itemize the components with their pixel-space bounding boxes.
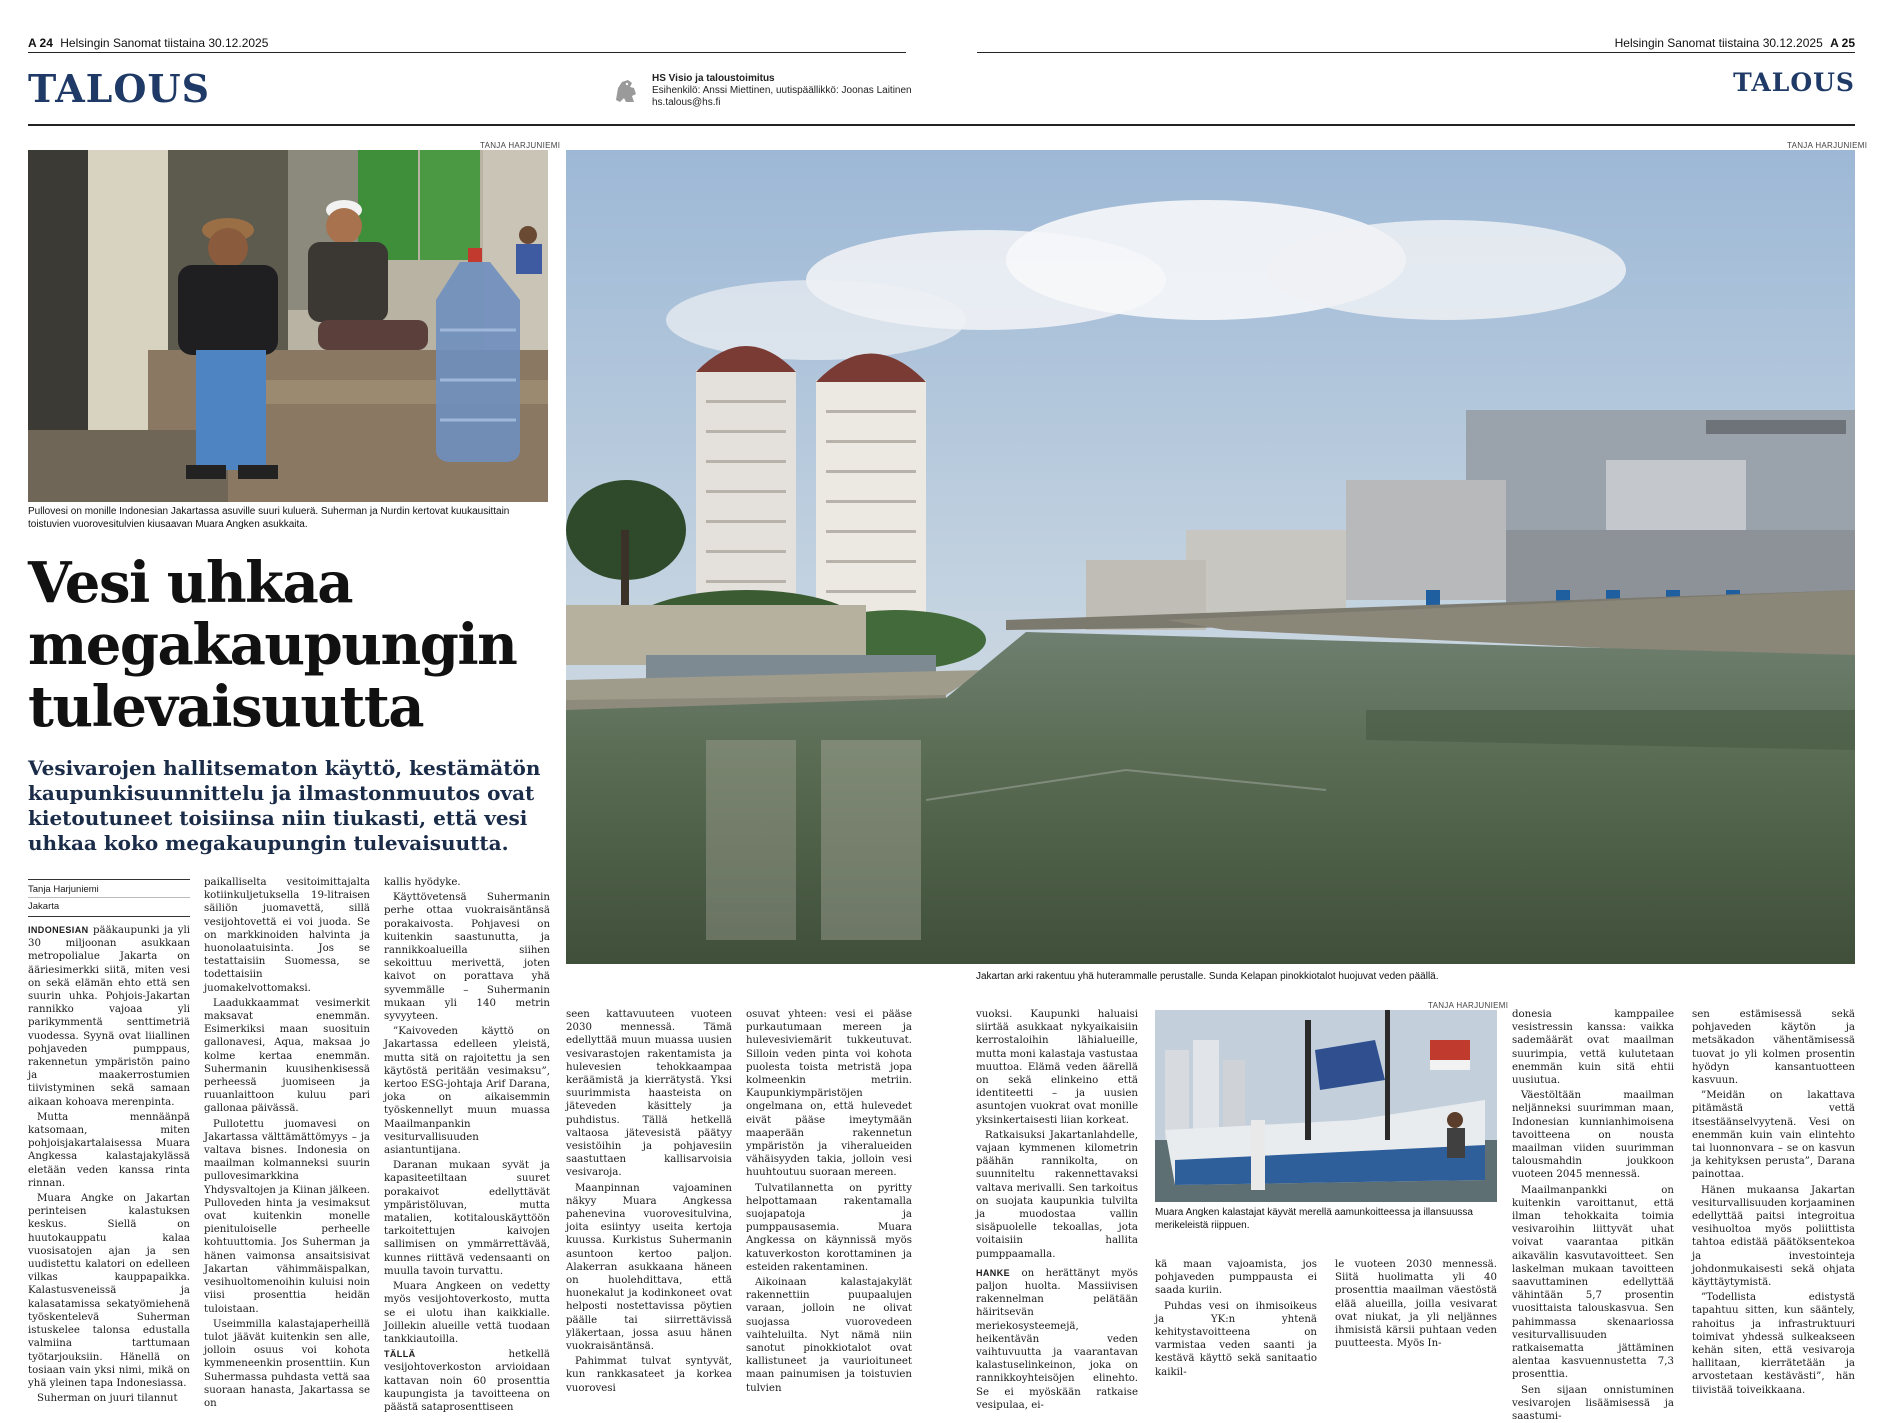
section-rule xyxy=(28,124,1855,126)
paragraph: Pullotettu juomavesi on Jakartassa välttämättömyys – ja valtava bisnes. Indonesia on maailman kolmanneksi suurin pullovesimarkkina Yhdysvaltojen ja Kiinan jälkeen. Pulloveden hinta ja vesimaksut ovat kuitenkin monelle pienituloiselle perheelle kohtuuttomia. Jos Suherman ja hänen vaimonsa ansaitsisivat Jakartan vähimmäispalkan, vesihuoltomenoihin kuluisi noin viisi prosenttia heidän tuloistaan. xyxy=(204,1118,370,1315)
section-title-left: TALOUS xyxy=(28,66,211,111)
paragraph: ”Kaivoveden käyttö on Jakartassa edelleen yleistä, mutta sitä on rajoitettu ja sen käytöstä peritään vesimaksu”, kertoo ESG-johtaja Arif Darana, joka on aikaisemmin työskennellyt muun muassa Maailmanpankin vesiturvallisuuden asiantuntijana. xyxy=(384,1026,550,1157)
desk-info xyxy=(652,73,912,109)
header-rule-right xyxy=(977,52,1855,53)
column-1 xyxy=(28,924,190,1405)
paragraph: Useimmilla kalastajaperheillä tulot jäävät kuitenkin sen alle, jolloin osuus voi kohota kymmeneenkin prosenttiin. Kun Suhermassa puhdasta vettä saa suoraan hanasta, Jakartassa se on xyxy=(204,1318,370,1409)
column-2 xyxy=(204,876,370,1409)
desk-staff: Esihenkilö: Anssi Miettinen, uutispäällikkö: Joonas Laitinen xyxy=(652,85,912,96)
paragraph: Suherman on juuri tilannut xyxy=(37,1393,178,1405)
headline: Vesi uhkaa megakaupungin tulevaisuutta xyxy=(28,550,517,740)
column-7 xyxy=(1155,1258,1317,1378)
hs-lion-logo xyxy=(612,74,640,106)
column-6 xyxy=(976,1008,1138,1411)
right-page-number: A 25 xyxy=(1830,36,1855,50)
desk-name: HS Visio ja taloustoimitus xyxy=(652,73,775,84)
boats-photo xyxy=(1155,1010,1497,1202)
left-page-number: A 24 xyxy=(28,36,53,50)
desk-email: hs.talous@hs.fi xyxy=(652,97,721,108)
paragraph: Tulvatilannetta on pyritty helpottamaan rakentamalla suojapatoja ja pumppausasemia. Muara Angkessa on käynnissä myös katuverkoston korottaminen ja esteiden rakentaminen. xyxy=(746,1182,912,1273)
right-page-header xyxy=(1615,36,1855,50)
paragraph: Ratkaisuksi Jakartanlahdelle, vajaan kymmenen kilometrin päähän rannikolta, on suunniteltu rakennettavaksi valtava merivalli. Sen tarkoitus on suojata kaupunkia tulvilta ja muodostaa vallin sisäpuolelle tekoallas, jota voitaisiin hallita pumppaamalla. xyxy=(976,1129,1138,1260)
big-photo-caption: Jakartan arki rakentuu yhä huterammalle perustalle. Sunda Kelapan pinokkiotalot huojuvat veden päällä. xyxy=(976,971,1439,982)
river-photo xyxy=(566,150,1855,964)
paragraph: Maailmanpankki on kuitenkin varoittanut, että ilman tehokkaita toimia vesivaroihin liittyvät uhat voivat vaarantaa pitkän aikavälin kasvutavoitteet. Sen laskelman mukaan tavoitteen saavuttaminen edellyttää vähintään 5,7 prosentin vuosittaista talouskasvua. Sen pahimmassa skenaariossa vesiturvallisuuden ratkaisematta jättäminen alentaa kasvuennustetta 7,3 prosenttia. xyxy=(1512,1184,1674,1381)
column-3 xyxy=(384,876,550,1413)
paragraph: Väestöltään maailman neljänneksi suurimman maan, Indonesian kunnianhimoisena tavoitteena on nousta maailman viiden suurimman talousmahdin joukkoon vuoteen 2045 mennessä. xyxy=(1512,1090,1674,1181)
boat-photo-credit: TANJA HARJUNIEMI xyxy=(1428,1001,1509,1010)
section-title-right: TALOUS xyxy=(1733,68,1855,97)
left-masthead: Helsingin Sanomat tiistaina 30.12.2025 xyxy=(60,36,269,50)
paragraph: Käyttövetensä Suhermanin perhe ottaa vuokraisäntänsä porakaivosta. Pohjavesi on kuitenkin saastunutta, ja rannikkoalueilla siihen sekoittuu merivettä, joten kaivot on porattava yhä syvemmälle – Suhermanin mukaan yli 140 metrin syvyyteen. xyxy=(384,892,550,1023)
paragraph: Sen sijaan onnistuminen vesivarojen lisäämisessä ja saastumi- xyxy=(1512,1384,1674,1423)
paragraph: pääkaupunki ja yli 30 miljoonan asukkaan metropolialue Jakarta on ääriesimerkki siitä, miten vesi on sekä elämän ehto että sen suurin uhka. Pohjois-Jakartan rannikko vajoaa yli parikymmentä senttimetriä vuodessa. Syynä ovat liiallinen pohjaveden pumppaus, rakennetun ympäristön paino ja maakerrostumien tiivistyminen sekä samaan aikaan kohoava merenpinta. xyxy=(28,925,190,1108)
column-9 xyxy=(1692,1008,1855,1396)
byline: Tanja Harjuniemi xyxy=(28,884,99,895)
left-page-header xyxy=(28,36,268,50)
paragraph: Pahimmat tulvat syntyvät, kun rankkasateet ja korkea vuorovesi xyxy=(566,1356,732,1394)
paragraph: kallis hyödyke. xyxy=(384,877,461,888)
paragraph: sen estämisessä sekä pohjaveden käytön ja metsäkadon vähentämisessä tuovat jo yli kolmen prosentin hyödyn kansantuotteen kasvuun. xyxy=(1692,1009,1855,1087)
paragraph: Hänen mukaansa Jakartan vesiturvallisuuden korjaaminen edellyttää paitsi integroitua vesihuoltoa myös poliittista tahtoa edistää päätöksentekoa ja investointeja johdonmukaisesti sekä ohjata käyttäytymistä. xyxy=(1692,1184,1855,1289)
paragraph: Muara Angke on Jakartan perinteisen kalastuksen keskus. Siellä on huutokauppatu kalaa vuosisatojen ajan ja sen uudistettu kalatori on edelleen vilkas kauppapaikka. Kalastusveneissä ja kalasatamissa sekatyömiehenä työskentelevä Suherman istuskelee talonsa edustalla valmiina tarttumaan työtarjouksiin. Hänellä on tosiaan vain yksi nimi, mikä on yhä yleinen tapa Indonesiassa. xyxy=(28,1193,190,1389)
header-rule-left xyxy=(28,52,906,53)
paragraph: kä maan vajoamista, jos pohjaveden pumppausta ei saada kuriin. xyxy=(1155,1259,1317,1297)
paragraph: ”Meidän on lakattava pitämästä vettä itsestäänselvyytenä. Vesi on enemmän kuin vain elintehto tai luonnonvara – se on kasvun ja kehityksen perusta”, Darana painottaa. xyxy=(1692,1090,1855,1181)
paragraph: Daranan mukaan syvät ja kapasiteetiltaan suuret porakaivot edellyttävät ympäristöluvan, mutta matalien, kotitalouskäyttöön tarkoitettujen kaivojen sallimisen on ymmärrettävää, kunnes riittävä vedensaanti on muulla tavoin turvattu. xyxy=(384,1160,550,1277)
ingress: Vesivarojen hallitsematon käyttö, kestämätön kaupunkisuunnittelu ja ilmastonmuutos ovat kietoutuneet toisiinsa niin tiukasti, että vesi uhkaa koko megakaupungin tulevaisuutta. xyxy=(28,756,541,855)
dateline: Jakarta xyxy=(28,901,60,912)
paragraph: hetkellä vesijohtoverkoston arvioidaan kattavan noin 60 prosenttia kaupungista ja tavoitteena on päästä sataprosenttiseen xyxy=(384,1349,550,1413)
portrait-photo xyxy=(28,150,548,502)
paragraph: on herättänyt myös paljon huolta. Massiivisen rakennelman pelätään häiritsevän meriekosysteemejä, heikentävän veden vaihtuvuutta ja vaarantavan kalastuselinkeinon, joka on rannikkoyhteisöjen elinehto. Se ei myöskään ratkaise vesipulaa, ei- xyxy=(976,1267,1138,1411)
paragraph: Aikoinaan kalastajakylät rakennettiin puupaalujen varaan, jolloin ne olivat suojassa vuorovedeen vaihteluilta. Nyt nämä niin sanotut pinokkiotalot ovat kallistuneet ja vaurioituneet maan painumisen ja toistuvien tulvien xyxy=(746,1277,912,1394)
column-4 xyxy=(566,1008,732,1394)
paragraph: paikalliselta vesitoimittajalta kotiinkuljetuksella 19-litraisen säiliön juomavettä, sillä vesijohtovettä ei voi juoda. Se on markkinoiden halvinta ja huonolaatuisinta. Jos se testattaisiin Suomessa, se todettaisiin juomakelvottomaksi. xyxy=(204,877,370,994)
subhead-caps: TÄLLÄ xyxy=(384,1349,416,1360)
right-masthead: Helsingin Sanomat tiistaina 30.12.2025 xyxy=(1614,36,1823,50)
paragraph: osuvat yhteen: vesi ei pääse purkautumaan mereen ja hulevesiviemärit tukkeutuvat. Silloin veden pinta voi kohota puolesta toista metristä jopa kolmeenkin metriin. Kaupunkiympäristöjen ongelmana on, että hulevedet eivät pääse imeytymään maaperään rakennetun ympäristön ja viheralueiden vähäisyyden takia, jolloin vesi huuhtoutuu suoraan mereen. xyxy=(746,1009,912,1179)
paragraph: le vuoteen 2030 mennessä. Siitä huolimatta yli 40 prosenttia maailman väestöstä elää alueilla, joilla vesivarat ovat niukat, ja yli neljännes ihmisistä kärsii puhtaan veden puutteesta. Myös In- xyxy=(1335,1259,1497,1350)
paragraph: ”Todellista edistystä tapahtuu sitten, kun sääntely, rahoitus ja infrastruktuuri toimivat yhdessä sulkeakseen kehän siten, että vesivaroja hallitaan, kierrätetään ja arvostetaan kestävästi”, hän tiivistää toiveikkaana. xyxy=(1692,1292,1855,1396)
column-8 xyxy=(1512,1008,1674,1423)
byline-rule xyxy=(28,879,190,880)
paragraph: seen kattavuuteen vuoteen 2030 mennessä. Tämä edellyttää muun muassa uusien vesivarastojen rakentamista ja hulevesien tehokkaampaa keräämistä ja kierrätystä. Yksi suurimmista haasteista on jäteveden käsittely ja puhdistus. Tällä hetkellä valtaosa jätevesistä päätyy vesistöihin ja pohjavesiin saastuttaen kallisarvoisia vesivaroja. xyxy=(566,1009,732,1179)
paragraph: Laadukkaammat vesimerkit maksavat enemmän. Esimerkiksi maan suosituin gallonavesi, Aqua, maksaa jo kolme kertaa enemmän. Suhermanin kuusihenkisessä perheessä juomiseen ja ruuanlaittoon kuluu pari gallonaa päivässä. xyxy=(204,997,370,1115)
paragraph: vuoksi. Kaupunki haluaisi siirtää asukkaat nykyaikaisiin kerrostaloihin lähialueille, mutta moni kalastaja vastustaa muuttoa. Elämä veden äärellä on sekä elinkeino että identiteetti – ja uusien asuntojen vuokrat ovat monille yksinkertaisesti liian korkeat. xyxy=(976,1009,1138,1126)
byline-divider xyxy=(28,897,190,898)
paragraph: donesia kamppailee vesistressin kanssa: vaikka sademäärät ovat maailman suurimpia, vettä kulutetaan enemmän kuin sitä ehtii uusiutua. xyxy=(1512,1009,1674,1087)
big-photo-credit: TANJA HARJUNIEMI xyxy=(1787,141,1868,150)
paragraph: Maanpinnan vajoaminen näkyy Muara Angkessa pahenevina vuorovesitulvina, joita esiintyy useita kertoja kuussa. Kurkistus Suhermanin asuntoon kertoo paljon. Alakerran asukkaana häneen on huolehdittava, että huonekalut ja kodinkoneet ovat helposti nostettavissa pöytien päälle tai siirrettävissä yläkertaan, jossa asuu hänen vuokraisäntänsä. xyxy=(566,1182,732,1353)
paragraph: Mutta mennäänpä katsomaan, miten pohjoisjakartalaisessa Muara Angkessa kalastajakylässä eletään veden kanssa rinta rinnan. xyxy=(28,1111,190,1189)
column-8a xyxy=(1335,1258,1497,1350)
boat-photo-caption: Muara Angken kalastajat käyvät merellä aamunkoitteessa ja illansuussa merikeleistä riippuen. xyxy=(1155,1207,1473,1231)
dateline-rule xyxy=(28,916,190,917)
left-photo-credit: TANJA HARJUNIEMI xyxy=(480,141,561,150)
subhead-caps: HANKE xyxy=(976,1267,1011,1278)
column-5 xyxy=(746,1008,912,1394)
left-photo-caption: Pullovesi on monille Indonesian Jakartassa asuville suuri kuluerä. Suherman ja Nurdin kertovat kuukausittain toistuvien vuorovesitulvien kiusaavan Muara Angken asukkaita. xyxy=(28,506,510,530)
lead-caps: INDONESIAN xyxy=(28,925,89,935)
paragraph: Muara Angkeen on vedetty myös vesijohtoverkosto, mutta se ei ulotu ihan kaikkialle. Joillekin alueille vettä tuodaan tankkiautoilla. xyxy=(384,1281,550,1345)
paragraph: Puhdas vesi on ihmisoikeus ja YK:n yhtenä kehitystavoitteena on varmistaa veden saanti ja kestävä käyttö sekä sanitaatio kaikil- xyxy=(1155,1300,1317,1378)
